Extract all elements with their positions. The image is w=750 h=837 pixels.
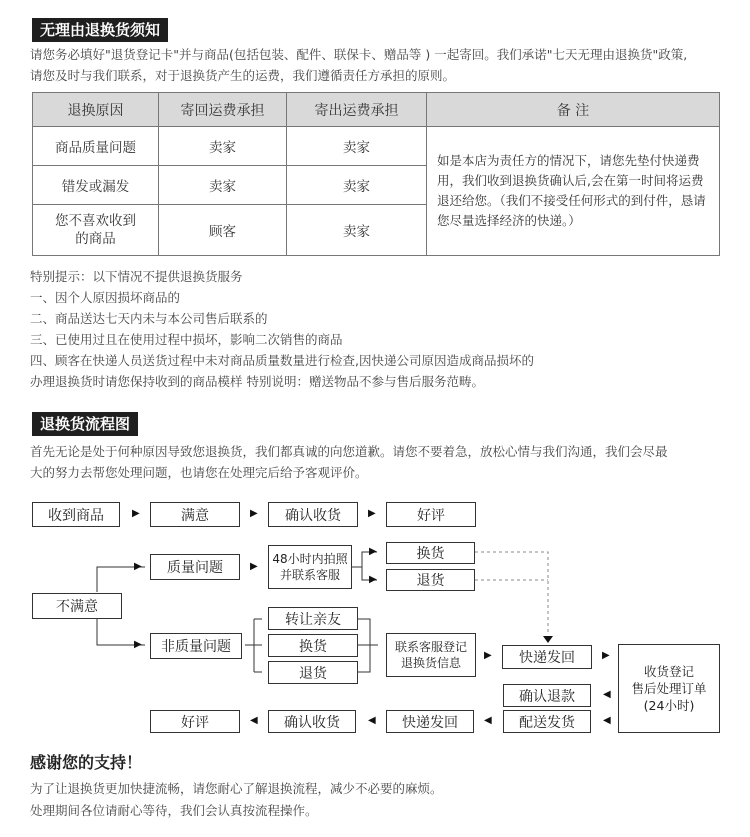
policy-intro-line-2: 请您及时与我们联系，对于退换货产生的运费，我们遵循责任方承担的原则。 bbox=[30, 68, 456, 83]
notice-item: 四、顾客在快递人员送货过程中未对商品质量数量进行检查,因快递公司原因造成商品损坏的 bbox=[30, 353, 534, 368]
flow-satisfied: 满意 bbox=[150, 502, 240, 527]
flow-unsatisfied: 不满意 bbox=[32, 593, 122, 619]
flow-quality-issue: 质量问题 bbox=[150, 554, 240, 580]
flow-photo-line-1: 48小时内拍照 bbox=[272, 552, 348, 566]
flow-deliver: 配送发货 bbox=[503, 710, 591, 733]
arrow-right-icon: ▶ bbox=[369, 546, 377, 557]
flow-after-sales-register bbox=[618, 644, 720, 733]
table-cell: 卖家 bbox=[287, 205, 427, 256]
thanks-title: 感谢您的支持！ bbox=[30, 753, 143, 772]
flow-confirm-receipt-bottom: 确认收货 bbox=[268, 710, 356, 733]
arrow-right-icon: ▶ bbox=[134, 639, 142, 650]
policy-intro-line-1: 请您务必填好"退货登记卡"并与商品(包括包装、配件、联保卡、赠品等 ) 一起寄回。我们承诺"七天无理由退换货"政策, bbox=[30, 47, 688, 62]
flow-non-quality-issue: 非质量问题 bbox=[150, 633, 242, 659]
flow-contact-register bbox=[386, 633, 476, 677]
flow-ship-back: 快递发回 bbox=[502, 645, 592, 669]
table-cell: 商品质量问题 bbox=[33, 127, 159, 166]
flow-good-review-top: 好评 bbox=[386, 502, 476, 527]
table-header-note: 备 注 bbox=[427, 93, 720, 127]
table-cell: 卖家 bbox=[287, 166, 427, 205]
flow-register-line-1: 收货登记 bbox=[643, 664, 694, 679]
thanks-line-2: 处理期间各位请耐心等待，我们会认真按流程操作。 bbox=[30, 803, 318, 818]
flow-intro-line-1: 首先无论是处于何种原因导致您退换货，我们都真诚的向您道歉。请您不要着急，放松心情与我们沟通，我们会尽最 bbox=[30, 444, 668, 459]
flow-register-line-3: (24小时) bbox=[643, 698, 695, 713]
arrow-right-icon: ▶ bbox=[134, 561, 142, 572]
section-title-return-flow: 退换货流程图 bbox=[32, 412, 138, 436]
table-cell: 卖家 bbox=[159, 166, 287, 205]
arrow-left-icon: ◀ bbox=[603, 689, 611, 700]
table-header-reason: 退换原因 bbox=[33, 93, 159, 127]
flow-receive-goods: 收到商品 bbox=[32, 502, 120, 527]
notice-heading: 特别提示：以下情况不提供退换货服务 bbox=[30, 269, 243, 284]
arrow-left-icon: ◀ bbox=[250, 715, 258, 726]
table-cell: 错发或漏发 bbox=[33, 166, 159, 205]
table-note: 如是本店为责任方的情况下，请您先垫付快递费用，我们收到退换货确认后,会在第一时间将运费退还给您。（我们不接受任何形式的到付件，恳请您尽量选择经济的快递。） bbox=[427, 127, 720, 256]
flow-transfer-friend: 转让亲友 bbox=[268, 607, 358, 630]
table-header-return-cost: 寄回运费承担 bbox=[159, 93, 287, 127]
notice-item: 二、商品送达七天内未与本公司售后联系的 bbox=[30, 311, 268, 326]
notice-item: 办理退换货时请您保持收到的商品模样 特别说明：赠送物品不参与售后服务范畴。 bbox=[30, 374, 484, 389]
arrow-left-icon: ◀ bbox=[484, 715, 492, 726]
flow-ship-back-bottom: 快递发回 bbox=[386, 710, 474, 733]
notice-item: 三、已使用过且在使用过程中损坏，影响二次销售的商品 bbox=[30, 332, 343, 347]
arrow-right-icon: ▶ bbox=[250, 508, 258, 519]
arrow-left-icon: ◀ bbox=[368, 715, 376, 726]
table-header-send-cost: 寄出运费承担 bbox=[287, 93, 427, 127]
arrow-right-icon: ▶ bbox=[484, 650, 492, 661]
flow-return-quality: 退货 bbox=[386, 569, 475, 591]
flow-intro-line-2: 大的努力去帮您处理问题，也请您在处理完后给予客观评价。 bbox=[30, 465, 368, 480]
flow-exchange-nonquality: 换货 bbox=[268, 634, 358, 657]
arrow-right-icon: ▶ bbox=[132, 508, 140, 519]
flow-photo-line-2: 并联系客服 bbox=[279, 568, 340, 582]
notice-item: 一、因个人原因损坏商品的 bbox=[30, 290, 181, 305]
arrow-left-icon: ◀ bbox=[603, 715, 611, 726]
thanks-line-1: 为了让退换货更加快捷流畅，请您耐心了解退换流程，减少不必要的麻烦。 bbox=[30, 781, 443, 796]
table-cell: 您不喜欢收到的商品 bbox=[33, 205, 159, 256]
flow-contact-line-2: 退换货信息 bbox=[400, 656, 461, 670]
table-cell: 卖家 bbox=[287, 127, 427, 166]
flow-return-nonquality: 退货 bbox=[268, 661, 358, 684]
table-cell: 顾客 bbox=[159, 205, 287, 256]
arrow-right-icon: ▶ bbox=[369, 574, 377, 585]
table-cell: 卖家 bbox=[159, 127, 287, 166]
flow-register-line-2: 售后处理订单 bbox=[631, 681, 707, 696]
arrow-right-icon: ▶ bbox=[368, 508, 376, 519]
flow-photo-contact bbox=[268, 545, 352, 589]
arrow-right-icon: ▶ bbox=[602, 650, 610, 661]
arrow-right-icon: ▶ bbox=[250, 561, 258, 572]
flow-confirm-receipt-top: 确认收货 bbox=[268, 502, 358, 527]
section-title-return-policy: 无理由退换货须知 bbox=[32, 18, 168, 42]
flow-good-review-bottom: 好评 bbox=[150, 710, 240, 733]
flow-exchange-quality: 换货 bbox=[386, 542, 475, 564]
flow-confirm-refund: 确认退款 bbox=[503, 684, 591, 707]
flow-contact-line-1: 联系客服登记 bbox=[394, 640, 467, 654]
